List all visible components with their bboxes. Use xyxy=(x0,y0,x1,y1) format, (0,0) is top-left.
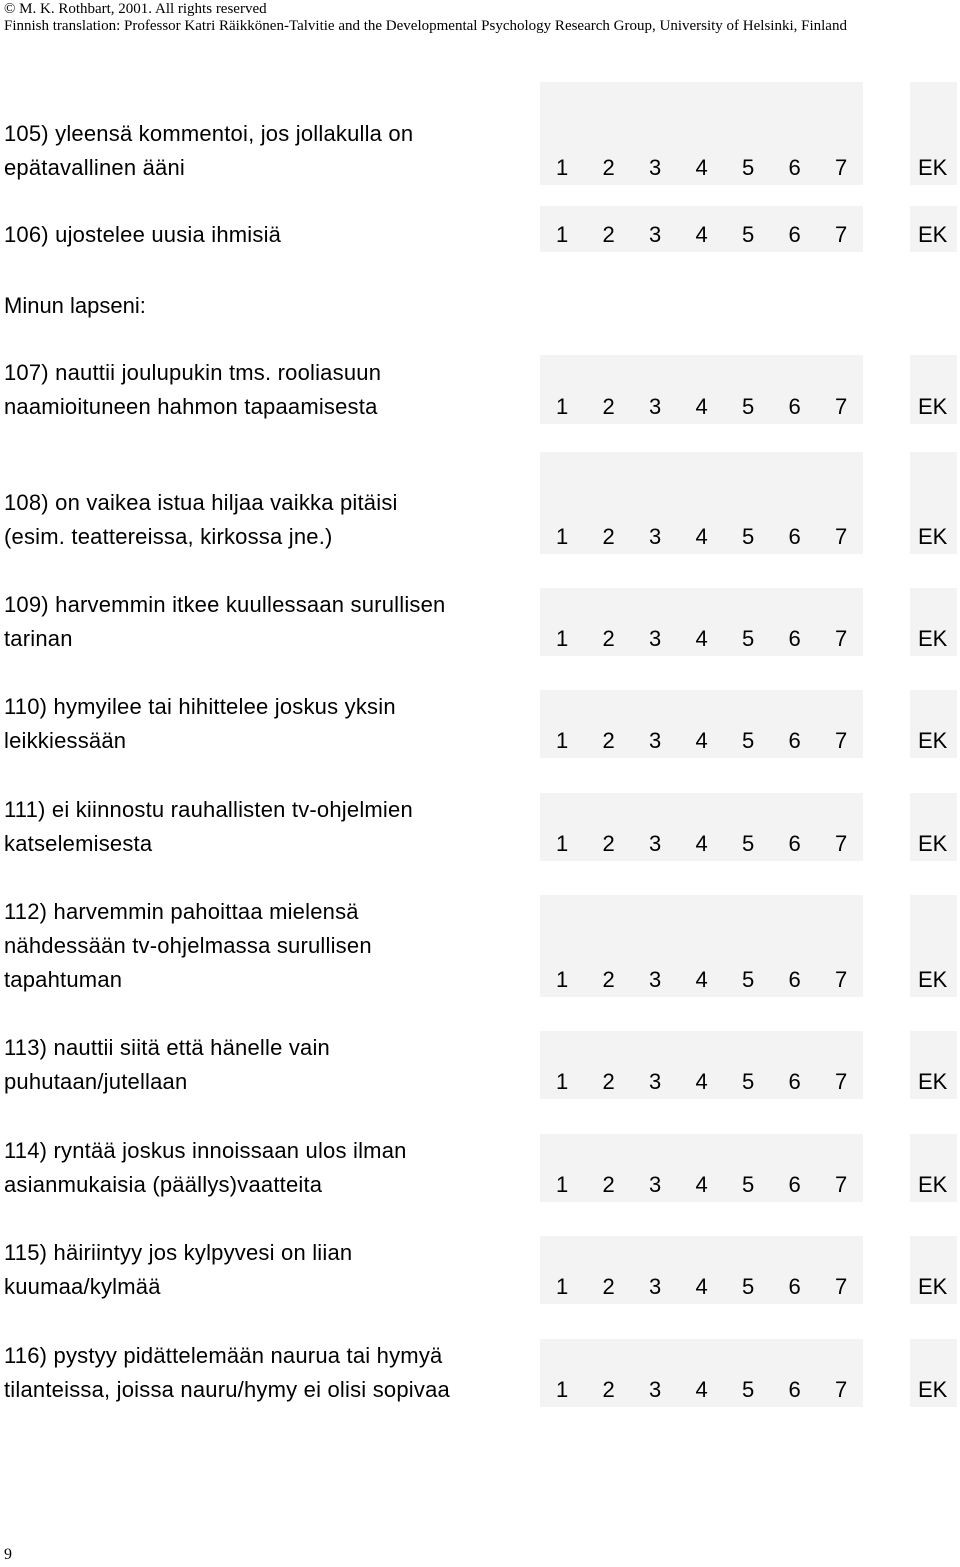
rating-option[interactable]: 7 xyxy=(835,1377,848,1402)
rating-option[interactable]: 7 xyxy=(835,1069,848,1094)
rating-option[interactable]: 4 xyxy=(695,394,708,419)
question-text: 110) hymyilee tai hihittelee joskus yksin leikkiessään xyxy=(4,694,396,753)
rating-option[interactable]: 2 xyxy=(602,626,615,651)
dont-know-option[interactable]: EK xyxy=(918,728,948,753)
rating-option[interactable]: 1 xyxy=(556,831,569,856)
rating-option[interactable]: 3 xyxy=(649,1172,662,1197)
question-text: 109) harvemmin itkee kuullessaan surullisen tarinan xyxy=(4,592,446,651)
rating-scale xyxy=(556,622,882,656)
rating-option[interactable]: 1 xyxy=(556,1069,569,1094)
rating-option[interactable]: 2 xyxy=(602,1377,615,1402)
rating-option[interactable]: 5 xyxy=(742,967,755,992)
rating-option[interactable]: 1 xyxy=(556,394,569,419)
rating-option[interactable]: 6 xyxy=(788,728,801,753)
rating-option[interactable]: 1 xyxy=(556,155,569,180)
question-text: 108) on vaikea istua hiljaa vaikka pitäisi (esim. teattereissa, kirkossa jne.) xyxy=(4,490,398,549)
rating-scale xyxy=(556,1065,882,1099)
question-row xyxy=(0,355,960,424)
rating-option[interactable]: 3 xyxy=(649,524,662,549)
question-row xyxy=(0,690,960,758)
question-text: 106) ujostelee uusia ihmisiä xyxy=(4,222,282,247)
rating-option[interactable]: 1 xyxy=(556,626,569,651)
rating-scale xyxy=(556,151,882,185)
rating-option[interactable]: 3 xyxy=(649,831,662,856)
rating-option[interactable]: 1 xyxy=(556,1377,569,1402)
question-row xyxy=(0,206,960,252)
rating-option[interactable]: 7 xyxy=(835,524,848,549)
rating-option[interactable]: 6 xyxy=(788,524,801,549)
rating-option[interactable]: 3 xyxy=(649,1069,662,1094)
rating-option[interactable]: 2 xyxy=(602,394,615,419)
copyright-line: © M. K. Rothbart, 2001. All rights reserved xyxy=(4,1,267,17)
dont-know-option[interactable]: EK xyxy=(918,222,948,247)
rating-option[interactable]: 1 xyxy=(556,1172,569,1197)
rating-option[interactable]: 2 xyxy=(602,728,615,753)
rating-scale xyxy=(556,390,882,424)
rating-option[interactable]: 1 xyxy=(556,222,569,247)
question-text: 111) ei kiinnostu rauhallisten tv-ohjelmien katselemisesta xyxy=(4,797,413,856)
rating-option[interactable]: 5 xyxy=(742,1377,755,1402)
rating-option[interactable]: 7 xyxy=(835,967,848,992)
rating-option[interactable]: 7 xyxy=(835,1172,848,1197)
question-text: 113) nauttii siitä että hänelle vain puhutaan/jutellaan xyxy=(4,1035,330,1094)
rating-scale xyxy=(556,520,882,554)
rating-option[interactable]: 6 xyxy=(788,222,801,247)
rating-option[interactable]: 2 xyxy=(602,1274,615,1299)
rating-option[interactable]: 5 xyxy=(742,626,755,651)
rating-option[interactable]: 3 xyxy=(649,1274,662,1299)
rating-scale xyxy=(556,827,882,861)
rating-scale xyxy=(556,1168,882,1202)
rating-option[interactable]: 4 xyxy=(695,728,708,753)
question-row xyxy=(0,452,960,554)
rating-option[interactable]: 2 xyxy=(602,524,615,549)
rating-option[interactable]: 5 xyxy=(742,1069,755,1094)
rating-option[interactable]: 2 xyxy=(602,222,615,247)
rating-option[interactable]: 6 xyxy=(788,155,801,180)
page-number: 9 xyxy=(4,1546,12,1563)
rating-option[interactable]: 1 xyxy=(556,1274,569,1299)
rating-option[interactable]: 1 xyxy=(556,728,569,753)
rating-option[interactable]: 1 xyxy=(556,524,569,549)
rating-option[interactable]: 5 xyxy=(742,728,755,753)
rating-option[interactable]: 7 xyxy=(835,394,848,419)
rating-option[interactable]: 5 xyxy=(742,1172,755,1197)
rating-scale xyxy=(556,1270,882,1304)
question-row xyxy=(0,1236,960,1304)
rating-option[interactable]: 2 xyxy=(602,1069,615,1094)
rating-option[interactable]: 7 xyxy=(835,728,848,753)
rating-option[interactable]: 2 xyxy=(602,1172,615,1197)
dont-know-option[interactable]: EK xyxy=(918,155,948,180)
rating-option[interactable]: 4 xyxy=(695,1069,708,1094)
rating-option[interactable]: 5 xyxy=(742,524,755,549)
rating-option[interactable]: 7 xyxy=(835,831,848,856)
question-row xyxy=(0,588,960,656)
rating-scale xyxy=(556,724,882,758)
rating-option[interactable]: 3 xyxy=(649,222,662,247)
rating-option[interactable]: 7 xyxy=(835,155,848,180)
rating-option[interactable]: 2 xyxy=(602,155,615,180)
rating-option[interactable]: 4 xyxy=(695,626,708,651)
question-text: 115) häiriintyy jos kylpyvesi on liian kuumaa/kylmää xyxy=(4,1240,353,1299)
section-title: Minun lapseni: xyxy=(4,293,146,318)
dont-know-option[interactable]: EK xyxy=(918,394,948,419)
question-row xyxy=(0,793,960,861)
rating-option[interactable]: 3 xyxy=(649,394,662,419)
rating-scale xyxy=(556,1373,882,1407)
rating-option[interactable]: 5 xyxy=(742,831,755,856)
rating-option[interactable]: 3 xyxy=(649,728,662,753)
rating-option[interactable]: 4 xyxy=(695,1274,708,1299)
rating-option[interactable]: 6 xyxy=(788,1172,801,1197)
rating-option[interactable]: 4 xyxy=(695,524,708,549)
dont-know-option[interactable]: EK xyxy=(918,1172,948,1197)
question-row xyxy=(0,82,960,185)
dont-know-option[interactable]: EK xyxy=(918,967,948,992)
rating-option[interactable]: 7 xyxy=(835,626,848,651)
dont-know-option[interactable]: EK xyxy=(918,831,948,856)
question-row xyxy=(0,1339,960,1407)
dont-know-option[interactable]: EK xyxy=(918,1377,948,1402)
rating-option[interactable]: 7 xyxy=(835,222,848,247)
rating-scale xyxy=(556,218,882,252)
translation-credit: Finnish translation: Professor Katri Räikkönen-Talvitie and the Developmental Psychology Research Group, University of Helsinki, Finland xyxy=(4,18,847,34)
rating-option[interactable]: 5 xyxy=(742,1274,755,1299)
rating-option[interactable]: 4 xyxy=(695,1172,708,1197)
rating-option[interactable]: 6 xyxy=(788,394,801,419)
rating-option[interactable]: 6 xyxy=(788,967,801,992)
rating-option[interactable]: 6 xyxy=(788,1274,801,1299)
rating-option[interactable]: 5 xyxy=(742,155,755,180)
rating-option[interactable]: 6 xyxy=(788,831,801,856)
rating-option[interactable]: 4 xyxy=(695,222,708,247)
question-text: 112) harvemmin pahoittaa mielensä nähdessään tv-ohjelmassa surullisen tapahtuman xyxy=(4,899,372,992)
rating-option[interactable]: 3 xyxy=(649,626,662,651)
rating-option[interactable]: 7 xyxy=(835,1274,848,1299)
question-row xyxy=(0,1031,960,1099)
rating-scale xyxy=(556,963,882,997)
dont-know-option[interactable]: EK xyxy=(918,1069,948,1094)
rating-option[interactable]: 3 xyxy=(649,1377,662,1402)
rating-option[interactable]: 6 xyxy=(788,1377,801,1402)
rating-option[interactable]: 6 xyxy=(788,626,801,651)
dont-know-option[interactable]: EK xyxy=(918,524,948,549)
rating-option[interactable]: 1 xyxy=(556,967,569,992)
rating-option[interactable]: 6 xyxy=(788,1069,801,1094)
dont-know-option[interactable]: EK xyxy=(918,626,948,651)
question-text: 116) pystyy pidättelemään naurua tai hymyä tilanteissa, joissa nauru/hymy ei olisi sopivaa xyxy=(4,1343,450,1402)
question-text: 107) nauttii joulupukin tms. rooliasuun naamioituneen hahmon tapaamisesta xyxy=(4,360,382,419)
rating-option[interactable]: 3 xyxy=(649,967,662,992)
rating-option[interactable]: 4 xyxy=(695,967,708,992)
rating-option[interactable]: 5 xyxy=(742,394,755,419)
question-row xyxy=(0,1134,960,1202)
rating-option[interactable]: 4 xyxy=(695,831,708,856)
rating-option[interactable]: 4 xyxy=(695,155,708,180)
question-row xyxy=(0,895,960,997)
question-text: 105) yleensä kommentoi, jos jollakulla on epätavallinen ääni xyxy=(4,121,414,180)
rating-option[interactable]: 2 xyxy=(602,967,615,992)
dont-know-option[interactable]: EK xyxy=(918,1274,948,1299)
rating-option[interactable]: 4 xyxy=(695,1377,708,1402)
question-text: 114) ryntää joskus innoissaan ulos ilman asianmukaisia (päällys)vaatteita xyxy=(4,1138,407,1197)
rating-option[interactable]: 3 xyxy=(649,155,662,180)
rating-option[interactable]: 5 xyxy=(742,222,755,247)
rating-option[interactable]: 2 xyxy=(602,831,615,856)
